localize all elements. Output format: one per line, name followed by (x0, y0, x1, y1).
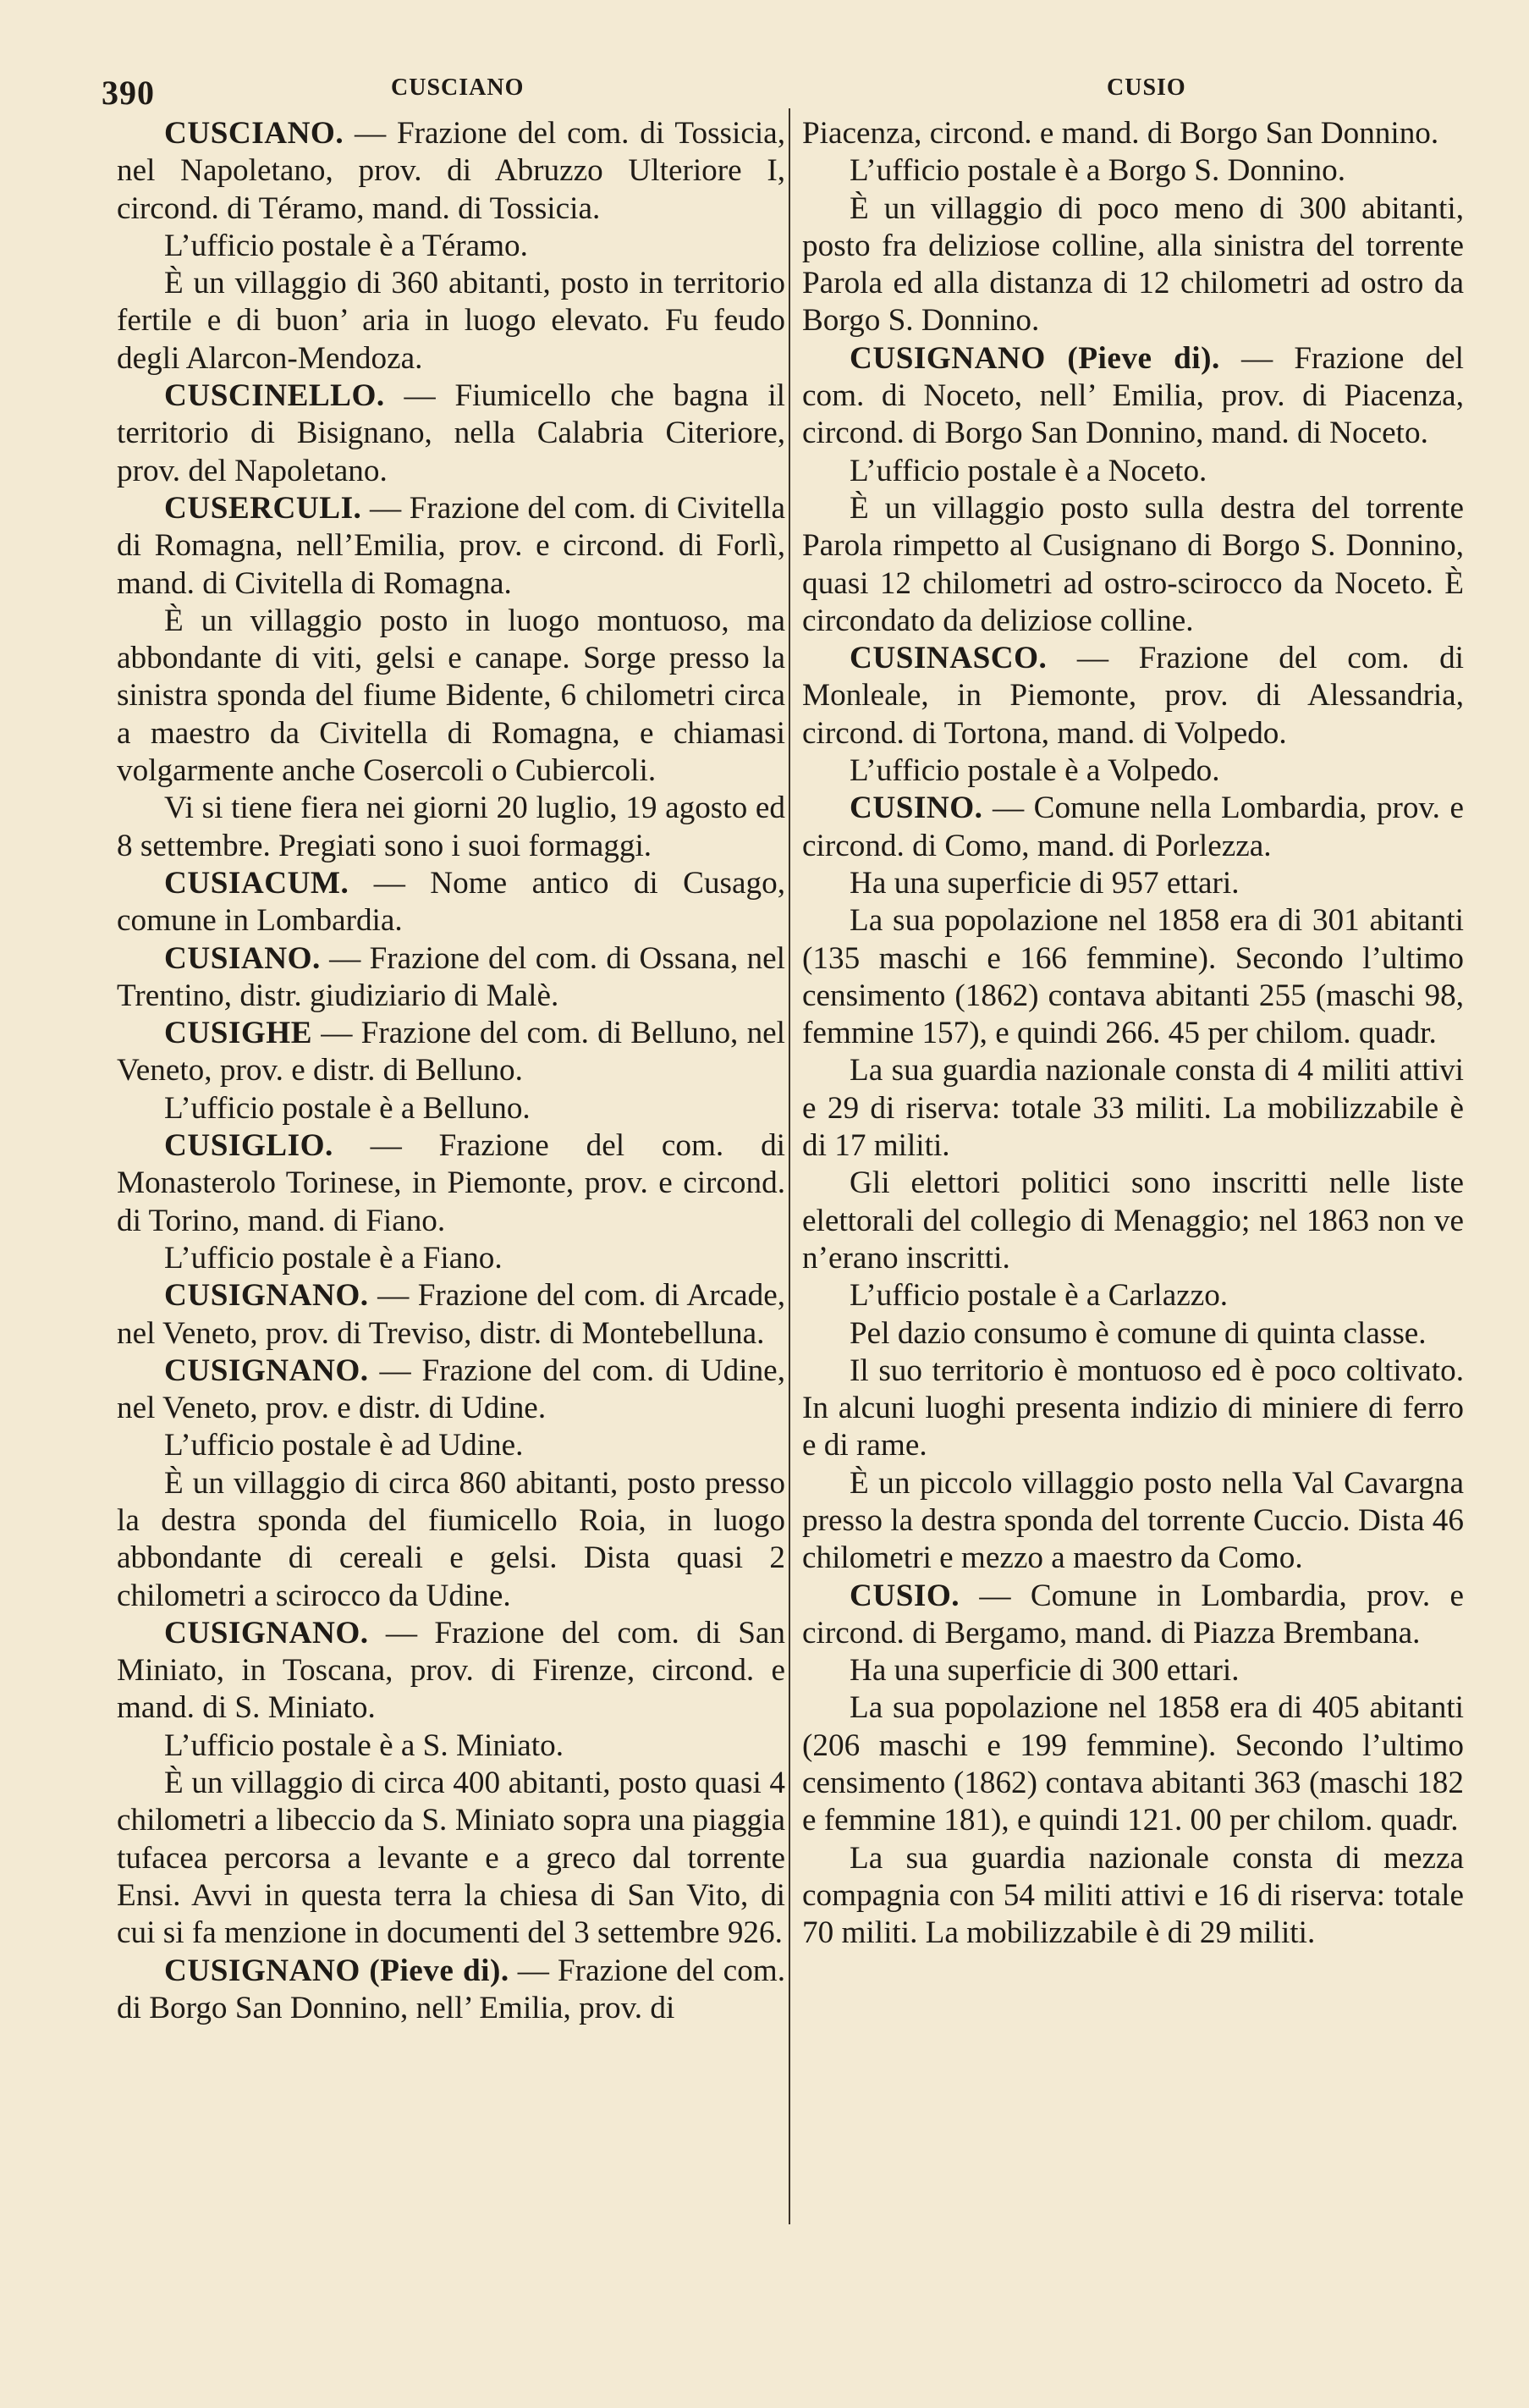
gazetteer-entry (117, 1127, 785, 1240)
entry-headword: CUSIGHE (164, 1016, 313, 1051)
column-divider (789, 108, 790, 2224)
entry-paragraph: Il suo territorio è montuoso ed è poco coltivato. In alcuni luoghi presenta indizio di miniere di ferro e di rame. (802, 1353, 1464, 1463)
entry-text: — Comune nella Lombardia, prov. e circond. di Como, mand. di Porlezza. (802, 791, 1464, 863)
entry-headword: CUSIGNANO. (164, 1278, 369, 1314)
gazetteer-entry (117, 865, 785, 940)
gazetteer-entry (117, 377, 785, 490)
entry-text: — Frazione del com. di Tossicia, nel Napoletano, prov. di Abruzzo Ulteriore I, circond. di Téramo, mand. di Tossicia. (117, 116, 785, 226)
entry-paragraph: È un piccolo villaggio posto nella Val Cavargna presso la destra sponda del torrente Cuccio. Dista 46 chilometri e mezzo a maestro da Como. (802, 1465, 1464, 1576)
entry-text: — Frazione del com. di Borgo San Donnino, nell’ Emilia, prov. di (117, 1953, 786, 2025)
entry-text: — Frazione del com. di Civitella di Romagna, nell’Emilia, prov. e circond. di Forlì, mand. di Civitella di Romagna. (117, 490, 785, 601)
entry-headword: CUSIGNANO (Pieve di). (850, 340, 1220, 376)
entry-headword: CUSIGNANO (Pieve di). (164, 1953, 509, 1988)
entry-text: — Frazione del com. di Belluno, nel Veneto, prov. e distr. di Belluno. (117, 1016, 785, 1088)
entry-paragraph: L’ufficio postale è a Fiano. (164, 1240, 503, 1276)
entry-paragraph: È un villaggio posto in luogo montuoso, ma abbondante di viti, gelsi e canape. Sorge presso la sinistra sponda del fiume Bidente, 6 chilometri circa a maestro da Civitella di Romagna, e chiamasi volgarmente anche Cosercoli o Cubiercoli. (117, 603, 785, 789)
left-column (117, 115, 785, 2027)
entry-text: — Frazione del com. di Udine, nel Veneto, prov. e distr. di Udine. (117, 1353, 785, 1426)
running-head-right: CUSIO (1107, 74, 1186, 101)
entry-paragraph: L’ufficio postale è a Noceto. (850, 453, 1207, 488)
gazetteer-entry (117, 940, 785, 1016)
entry-paragraph: La sua popolazione nel 1858 era di 405 abitanti (206 maschi e 199 femmine). Secondo l’ultimo censimento (1862) contava abitanti 363 (maschi 182 e femmine 181), e quindi 121. 00 per chilom. quadr. (802, 1690, 1464, 1838)
entry-paragraph: La sua guardia nazionale consta di mezza compagnia con 54 militi attivi e 16 di riserva: totale 70 militi. La mobilizzabile è di 29 militi. (802, 1840, 1464, 1951)
gazetteer-entry (117, 490, 785, 603)
gazetteer-entry (117, 115, 785, 228)
entry-text: — Comune in Lombardia, prov. e circond. di Bergamo, mand. di Piazza Brembana. (802, 1578, 1464, 1650)
entry-headword: CUSIGLIO. (164, 1128, 333, 1164)
running-head-left: CUSCIANO (391, 74, 525, 101)
entry-headword: CUSINASCO. (850, 641, 1048, 676)
entry-paragraph: È un villaggio di circa 400 abitanti, posto quasi 4 chilometri a libeccio da S. Miniato sopra una piaggia tufacea percorsa a levante e a greco dal torrente Ensi. Avvi in questa terra la chiesa di San Vito, di cui si fa menzione in documenti del 3 settembre 926. (117, 1766, 785, 1951)
entry-text: — Frazione del com. di Monleale, in Piemonte, prov. di Alessandria, circond. di Tortona, mand. di Volpedo. (802, 641, 1464, 751)
entry-text: — Frazione del com. di Ossana, nel Trentino, distr. giudiziario di Malè. (117, 940, 785, 1013)
entry-paragraph: È un villaggio di 360 abitanti, posto in territorio fertile e di buon’ aria in luogo elevato. Fu feudo degli Alarcon-Mendoza. (117, 266, 785, 376)
gazetteer-entry (117, 1953, 785, 2028)
entry-headword: CUSCINELLO. (164, 378, 385, 414)
entry-text: — Fiumicello che bagna il territorio di Bisignano, nella Calabria Citeriore, prov. del Napoletano. (117, 378, 785, 488)
entry-text: — Nome antico di Cusago, comune in Lombardia. (117, 865, 785, 939)
entry-text: — Frazione del com. di Noceto, nell’ Emilia, prov. di Piacenza, circond. di Borgo San Donnino, mand. di Noceto. (802, 340, 1464, 451)
entry-headword: CUSIANO. (164, 940, 321, 976)
entry-paragraph: La sua guardia nazionale consta di 4 militi attivi e 29 di riserva: totale 33 militi. La mobilizzabile è di 17 militi. (802, 1053, 1464, 1164)
gazetteer-entry (117, 1353, 785, 1428)
entry-paragraph: È un villaggio posto sulla destra del torrente Parola rimpetto al Cusignano di Borgo S. Donnino, quasi 12 chilometri ad ostro-scirocco da Noceto. È circondato da deliziose colline. (802, 490, 1464, 638)
entry-headword: CUSERCULI. (164, 490, 362, 526)
right-column (802, 115, 1464, 1953)
entry-paragraph: L’ufficio postale è ad Udine. (164, 1428, 524, 1463)
entry-paragraph: L’ufficio postale è a Belluno. (164, 1090, 531, 1126)
entry-text: — Frazione del com. di Arcade, nel Veneto, prov. di Treviso, distr. di Montebelluna. (117, 1278, 785, 1351)
gazetteer-entry (117, 1277, 785, 1353)
page-number: 390 (102, 74, 155, 112)
entry-headword: CUSCIANO. (164, 116, 344, 151)
entry-paragraph: È un villaggio di circa 860 abitanti, posto presso la destra sponda del fiumicello Roia, in luogo abbondante di cereali e gelsi. Dista quasi 2 chilometri a scirocco da Udine. (117, 1465, 785, 1613)
entry-paragraph: Gli elettori politici sono inscritti nelle liste elettorali del collegio di Menaggio; nel 1863 non ve n’erano inscritti. (802, 1165, 1464, 1276)
entry-text: — Frazione del com. di San Miniato, in Toscana, prov. di Firenze, circond. e mand. di S. Miniato. (117, 1615, 785, 1726)
entry-paragraph: Ha una superficie di 957 ettari. (850, 865, 1240, 901)
entry-paragraph: L’ufficio postale è a S. Miniato. (164, 1727, 564, 1763)
gazetteer-entry (117, 1015, 785, 1090)
gazetteer-entry (117, 1615, 785, 1727)
entry-paragraph: La sua popolazione nel 1858 era di 301 abitanti (135 maschi e 166 femmine). Secondo l’ultimo censimento (1862) contava abitanti 255 (maschi 98, femmine 157), e quindi 266. 45 per chilom. quadr. (802, 903, 1464, 1051)
gazetteer-entry (802, 640, 1464, 752)
continued-paragraph: Piacenza, circond. e mand. di Borgo San Donnino. (802, 116, 1439, 151)
entry-paragraph: Pel dazio consumo è comune di quinta classe. (850, 1315, 1427, 1351)
entry-headword: CUSIO. (850, 1578, 960, 1613)
gazetteer-entry (802, 340, 1464, 453)
entry-paragraph: L’ufficio postale è a Volpedo. (850, 753, 1220, 789)
entry-paragraph: L’ufficio postale è a Borgo S. Donnino. (850, 153, 1345, 189)
entry-paragraph: Ha una superficie di 300 ettari. (850, 1653, 1240, 1689)
entry-paragraph: L’ufficio postale è a Carlazzo. (850, 1278, 1229, 1314)
gazetteer-entry (802, 790, 1464, 865)
entry-headword: CUSIGNANO. (164, 1615, 369, 1650)
entry-headword: CUSIACUM. (164, 865, 349, 901)
entry-paragraph: Vi si tiene fiera nei giorni 20 luglio, 19 agosto ed 8 settembre. Pregiati sono i suoi formaggi. (117, 791, 785, 863)
entry-text: — Frazione del com. di Monasterolo Torinese, in Piemonte, prov. e circond. di Torino, mand. di Fiano. (117, 1128, 785, 1238)
entry-headword: CUSINO. (850, 791, 983, 826)
gazetteer-entry (802, 1578, 1464, 1653)
entry-paragraph: L’ufficio postale è a Téramo. (164, 228, 528, 263)
entry-paragraph: È un villaggio di poco meno di 300 abitanti, posto fra deliziose colline, alla sinistra del torrente Parola ed alla distanza di 12 chilometri ad ostro da Borgo S. Donnino. (802, 190, 1464, 339)
entry-headword: CUSIGNANO. (164, 1353, 369, 1388)
